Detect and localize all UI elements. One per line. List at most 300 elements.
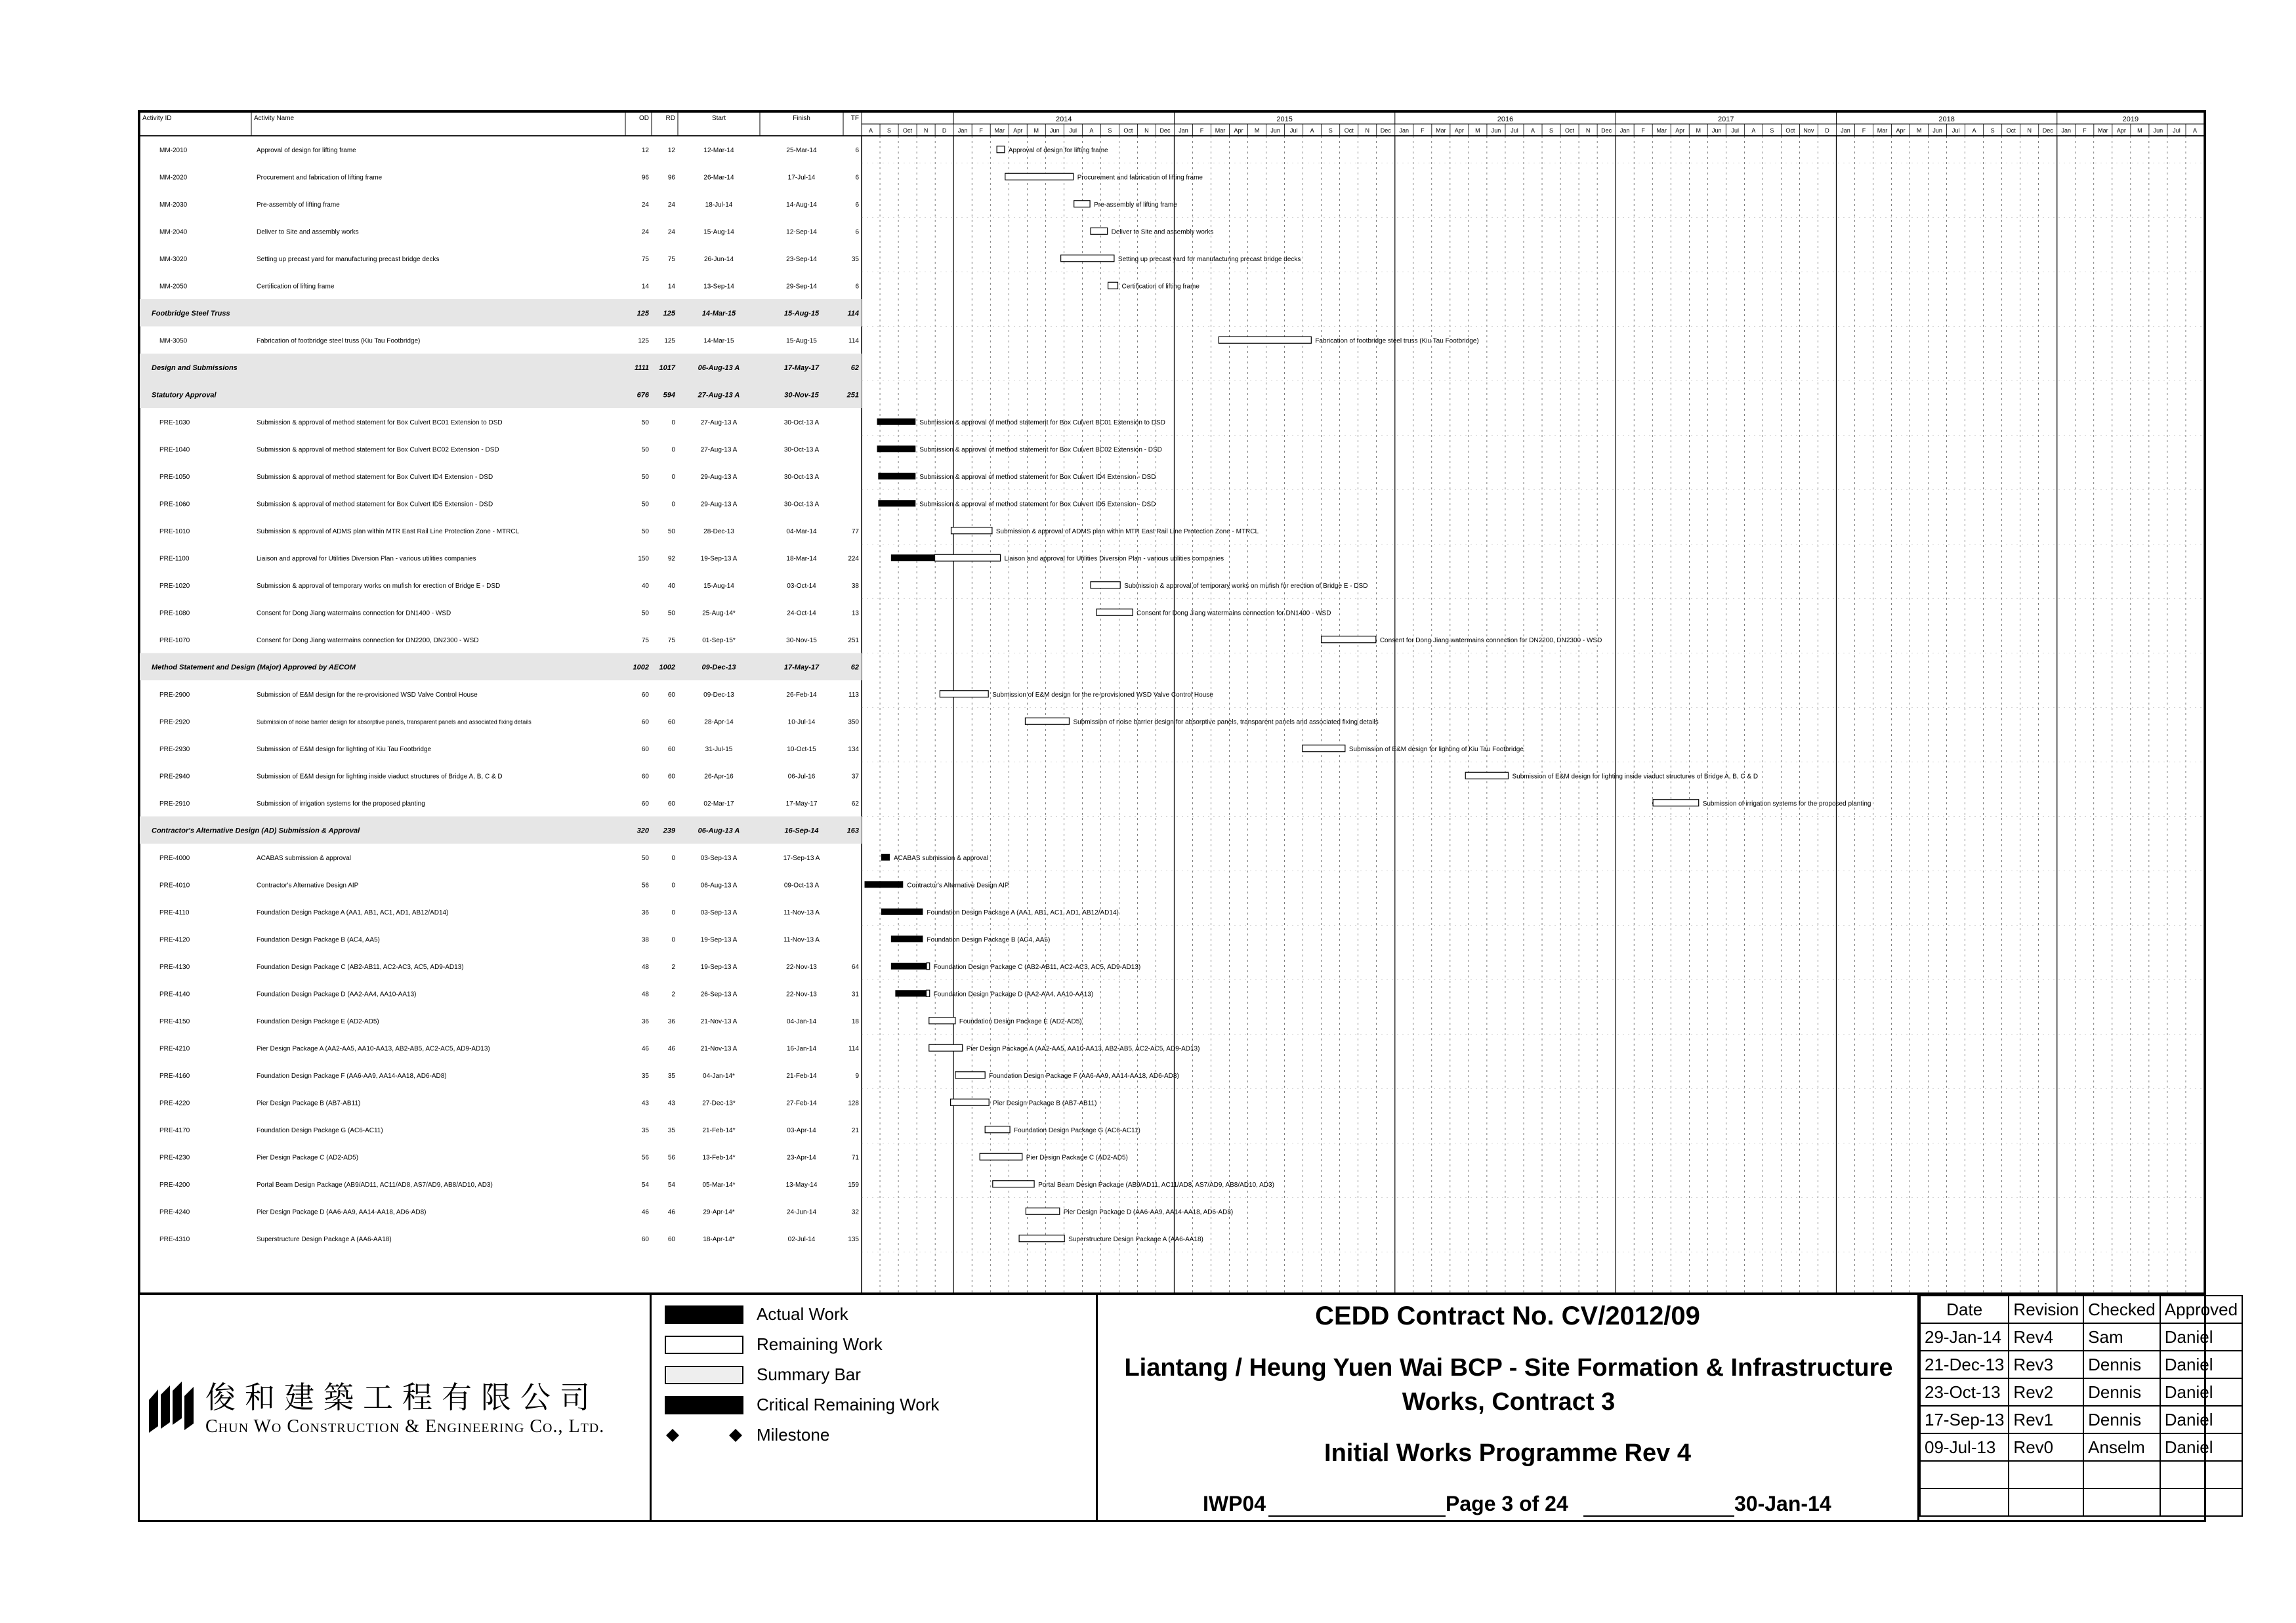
month-label: M xyxy=(2137,127,2142,134)
total-float: 31 xyxy=(851,991,859,998)
month-label: Jan xyxy=(1399,127,1409,134)
finish-date: 12-Sep-14 xyxy=(786,228,817,236)
remaining-work-bar xyxy=(1653,800,1699,806)
activity-name: Contractor's Alternative Design AIP xyxy=(257,882,359,890)
activity-name: Foundation Design Package A (AA1, AB1, AC1, AD1, AB12/AD14) xyxy=(257,909,449,916)
bar-label: Submission & approval of method statement for Box Culvert BC02 Extension - DSD xyxy=(919,446,1162,454)
bar-label: Submission & approval of method statement for Box Culvert ID4 Extension - DSD xyxy=(919,473,1156,481)
remaining-work-bar xyxy=(929,1017,955,1024)
start-date: 19-Sep-13 A xyxy=(700,936,738,944)
revision-row xyxy=(1920,1351,2242,1378)
month-label: S xyxy=(1990,127,1995,134)
total-float: 251 xyxy=(846,391,859,400)
remaining-duration: 46 xyxy=(667,1045,675,1053)
finish-date: 14-Aug-14 xyxy=(786,201,817,209)
total-float: 71 xyxy=(851,1154,859,1162)
column-header: Finish xyxy=(793,115,810,122)
activity-id: PRE-1010 xyxy=(159,527,190,535)
month-label: F xyxy=(2083,127,2087,134)
month-label: M xyxy=(1033,127,1039,134)
original-duration: 50 xyxy=(641,527,649,535)
activity-name: Approval of design for lifting frame xyxy=(257,146,356,154)
activity-id: MM-3050 xyxy=(159,337,188,345)
remaining-duration: 0 xyxy=(671,446,675,454)
finish-date: 22-Nov-13 xyxy=(786,991,817,998)
total-float: 62 xyxy=(850,663,859,672)
total-float: 77 xyxy=(851,527,859,535)
start-date: 19-Sep-13 A xyxy=(700,555,738,563)
revision-row-empty xyxy=(1920,1461,2242,1489)
original-duration: 96 xyxy=(641,174,649,182)
month-label: Jun xyxy=(1932,127,1942,134)
original-duration: 1002 xyxy=(633,663,649,672)
remaining-work-bar xyxy=(1091,582,1120,588)
activity-id: MM-2050 xyxy=(159,283,188,291)
revision-date: 09-Jul-13 xyxy=(1920,1433,2009,1461)
finish-date: 03-Apr-14 xyxy=(787,1126,816,1134)
remaining-work-bar xyxy=(1025,718,1069,724)
original-duration: 54 xyxy=(641,1181,649,1189)
legend-label: Actual Work xyxy=(757,1304,848,1324)
activity-name: Liaison and approval for Utilities Diversion Plan - various utilities companies xyxy=(257,555,476,563)
revision-checked: Dennis xyxy=(2083,1406,2160,1433)
remaining-duration: 96 xyxy=(667,174,675,182)
finish-date: 26-Feb-14 xyxy=(786,691,817,699)
start-date: 29-Aug-13 A xyxy=(700,501,738,508)
legend-remaining-work xyxy=(665,1332,1085,1358)
month-label: A xyxy=(2192,127,2197,134)
month-label: Mar xyxy=(2098,127,2108,134)
column-header: TF xyxy=(850,115,859,122)
revision-date: 17-Sep-13 xyxy=(1920,1406,2009,1433)
activity-name: Footbridge Steel Truss xyxy=(152,309,230,318)
bar-label: Pier Design Package A (AA2-AA5, AA10-AA13, AB2-AB5, AC2-AC5, AD9-AD13) xyxy=(966,1045,1200,1053)
remaining-work-bar xyxy=(1303,745,1345,752)
activity-id: PRE-4220 xyxy=(159,1099,190,1107)
activity-id: PRE-1070 xyxy=(159,636,190,644)
year-label: 2017 xyxy=(1718,115,1734,123)
activity-name: Submission of noise barrier design for absorptive panels, transparent panels and associated fixing details xyxy=(257,718,532,726)
month-label: S xyxy=(1549,127,1554,134)
remaining-duration: 0 xyxy=(671,936,675,944)
remaining-duration: 24 xyxy=(667,228,675,236)
revision-date: 29-Jan-14 xyxy=(1920,1323,2009,1351)
month-label: Oct xyxy=(1123,127,1133,134)
month-label: Jun xyxy=(1491,127,1501,134)
start-date: 14-Mar-15 xyxy=(703,337,734,345)
original-duration: 35 xyxy=(641,1126,649,1134)
activity-name: Foundation Design Package B (AC4, AA5) xyxy=(257,936,380,944)
actual-work-bar xyxy=(881,909,923,915)
year-label: 2019 xyxy=(2122,115,2139,123)
month-label: Apr xyxy=(1675,127,1685,134)
total-float: 32 xyxy=(851,1208,859,1216)
bar-label: Submission & approval of method statement for Box Culvert BC01 Extension to DSD xyxy=(919,419,1165,426)
start-date: 12-Mar-14 xyxy=(703,146,734,154)
activity-name: Deliver to Site and assembly works xyxy=(257,228,359,236)
finish-date: 30-Oct-13 A xyxy=(783,501,820,508)
start-date: 13-Sep-14 xyxy=(703,283,734,291)
finish-date: 30-Oct-13 A xyxy=(783,446,820,454)
gantt-chart xyxy=(140,112,2204,1293)
bar-label: Certification of lifting frame xyxy=(1121,283,1200,291)
total-float: 37 xyxy=(851,773,859,781)
original-duration: 38 xyxy=(641,936,649,944)
remaining-work-bar xyxy=(1322,636,1376,643)
revision-date: 21-Dec-13 xyxy=(1920,1351,2009,1378)
remaining-duration: 60 xyxy=(667,745,675,753)
activity-name: Contractor's Alternative Design (AD) Submission & Approval xyxy=(152,827,360,835)
remaining-duration: 0 xyxy=(671,501,675,508)
revision-header: Date xyxy=(1920,1296,2009,1323)
total-float: 134 xyxy=(848,745,859,753)
month-label: N xyxy=(1585,127,1591,134)
bar-label: Deliver to Site and assembly works xyxy=(1111,228,1214,236)
legend-swatch-critical xyxy=(665,1396,743,1414)
activity-name: Submission & approval of method statement for Box Culvert BC02 Extension - DSD xyxy=(257,446,499,454)
activity-name: Submission & approval of ADMS plan within MTR East Rail Line Protection Zone - MTRCL xyxy=(257,527,520,535)
original-duration: 48 xyxy=(641,963,649,971)
remaining-work-bar xyxy=(1005,173,1074,180)
original-duration: 60 xyxy=(641,800,649,808)
company-panel xyxy=(140,1295,652,1522)
total-float: 6 xyxy=(855,146,859,154)
month-label: S xyxy=(1108,127,1112,134)
activity-name: Submission of E&M design for lighting of Kiu Tau Footbridge xyxy=(257,745,432,753)
revision-header: Checked xyxy=(2083,1296,2160,1323)
month-label: Oct xyxy=(903,127,913,134)
total-float: 159 xyxy=(848,1181,859,1189)
revision-table xyxy=(1919,1295,2243,1517)
bar-label: Procurement and fabrication of lifting frame xyxy=(1077,174,1203,182)
month-label: Dec xyxy=(1380,127,1391,134)
legend-panel xyxy=(652,1295,1098,1522)
finish-date: 17-May-17 xyxy=(783,363,820,372)
legend-label: Critical Remaining Work xyxy=(757,1395,940,1414)
finish-date: 21-Feb-14 xyxy=(786,1072,817,1080)
remaining-duration: 40 xyxy=(667,582,675,590)
month-label: Apr xyxy=(1013,127,1023,134)
finish-date: 17-Jul-14 xyxy=(787,174,816,182)
actual-work-bar xyxy=(891,554,935,561)
finish-date: 04-Mar-14 xyxy=(786,527,817,535)
month-label: A xyxy=(1530,127,1535,134)
original-duration: 1111 xyxy=(634,363,649,372)
revision-label: Rev2 xyxy=(2009,1378,2083,1406)
month-label: Mar xyxy=(994,127,1005,134)
original-duration: 35 xyxy=(641,1072,649,1080)
year-label: 2018 xyxy=(1938,115,1955,123)
remaining-work-bar xyxy=(1091,228,1108,234)
original-duration: 36 xyxy=(641,1017,649,1025)
month-label: M xyxy=(1475,127,1480,134)
month-label: Oct xyxy=(2006,127,2016,134)
total-float: 35 xyxy=(851,255,859,263)
activity-name: Submission of E&M design for the re-provisioned WSD Valve Control House xyxy=(257,691,478,699)
remaining-work-bar xyxy=(1108,282,1118,289)
activity-name: Setting up precast yard for manufacturing precast bridge decks xyxy=(257,255,440,263)
original-duration: 60 xyxy=(641,1235,649,1243)
original-duration: 50 xyxy=(641,609,649,617)
remaining-duration: 14 xyxy=(667,283,675,291)
activity-id: PRE-4120 xyxy=(159,936,190,944)
month-label: Dec xyxy=(2042,127,2053,134)
finish-date: 13-May-14 xyxy=(785,1181,818,1189)
original-duration: 75 xyxy=(641,636,649,644)
month-label: Jun xyxy=(1712,127,1722,134)
activity-name: Submission & approval of method statement for Box Culvert ID5 Extension - DSD xyxy=(257,501,493,508)
finish-date: 15-Aug-15 xyxy=(783,309,820,318)
finish-date: 23-Apr-14 xyxy=(787,1154,816,1162)
legend-label: Summary Bar xyxy=(757,1365,861,1384)
activity-name: Pre-assembly of lifting frame xyxy=(257,201,340,209)
remaining-work-bar xyxy=(935,554,1001,561)
finish-date: 23-Sep-14 xyxy=(786,255,817,263)
original-duration: 60 xyxy=(641,773,649,781)
legend-swatch-remaining xyxy=(665,1336,743,1354)
revision-date: 23-Oct-13 xyxy=(1920,1378,2009,1406)
original-duration: 60 xyxy=(641,745,649,753)
remaining-duration: 35 xyxy=(667,1072,675,1080)
wbs-band xyxy=(140,381,862,409)
total-float: 6 xyxy=(855,174,859,182)
month-label: F xyxy=(1862,127,1866,134)
activity-id: MM-3020 xyxy=(159,255,188,263)
remaining-work-bar xyxy=(997,146,1005,153)
finish-date: 04-Jan-14 xyxy=(786,1017,817,1025)
start-date: 19-Sep-13 A xyxy=(700,963,738,971)
finish-date: 11-Nov-13 A xyxy=(783,909,820,916)
bar-label: Contractor's Alternative Design AIP xyxy=(907,882,1009,890)
year-label: 2016 xyxy=(1497,115,1514,123)
start-date: 29-Aug-13 A xyxy=(700,473,738,481)
bar-label: ACABAS submission & approval xyxy=(893,854,988,862)
finish-date: 09-Oct-13 A xyxy=(783,882,820,890)
remaining-work-bar xyxy=(985,1126,1010,1133)
project-panel xyxy=(1098,1295,1919,1522)
document-date: 30-Jan-14 xyxy=(1734,1492,1831,1515)
activity-name: Foundation Design Package G (AC6-AC11) xyxy=(257,1126,383,1134)
bar-label: Pier Design Package B (AB7-AB11) xyxy=(993,1099,1097,1107)
activity-name: Submission of irrigation systems for the proposed planting xyxy=(257,800,425,808)
remaining-duration: 46 xyxy=(667,1208,675,1216)
start-date: 06-Aug-13 A xyxy=(698,827,740,835)
milestone-diamond-icon xyxy=(665,1422,743,1448)
legend-critical-remaining-work xyxy=(665,1392,1085,1418)
activity-id: PRE-4110 xyxy=(159,909,190,916)
activity-name: Pier Design Package C (AD2-AD5) xyxy=(257,1154,359,1162)
remaining-duration: 54 xyxy=(667,1181,675,1189)
remaining-work-bar xyxy=(980,1153,1022,1160)
month-label: Dec xyxy=(1601,127,1612,134)
bar-label: Foundation Design Package D (AA2-AA4, AA10-AA13) xyxy=(933,991,1094,998)
legend-milestone xyxy=(665,1422,1085,1448)
start-date: 26-Sep-13 A xyxy=(700,991,738,998)
bar-label: Superstructure Design Package A (AA6-AA18) xyxy=(1068,1235,1203,1243)
legend-summary-bar xyxy=(665,1362,1085,1388)
month-label: Apr xyxy=(1454,127,1464,134)
start-date: 09-Dec-13 xyxy=(703,691,734,699)
bar-label: Foundation Design Package F (AA6-AA9, AA14-AA18, AD6-AD8) xyxy=(989,1072,1179,1080)
revision-approved: Daniel xyxy=(2160,1351,2242,1378)
month-label: S xyxy=(887,127,892,134)
month-label: Jan xyxy=(1841,127,1850,134)
original-duration: 50 xyxy=(641,446,649,454)
total-float: 135 xyxy=(848,1235,859,1243)
remaining-duration: 56 xyxy=(667,1154,675,1162)
bar-label: Setting up precast yard for manufacturing precast bridge decks xyxy=(1117,255,1301,263)
remaining-duration: 594 xyxy=(663,391,675,400)
underline xyxy=(1268,1515,1446,1517)
actual-work-bar xyxy=(877,445,916,452)
activity-name: Procurement and fabrication of lifting frame xyxy=(257,174,383,182)
activity-id: MM-2040 xyxy=(159,228,188,236)
remaining-duration: 0 xyxy=(671,473,675,481)
remaining-duration: 60 xyxy=(667,773,675,781)
bar-label: Pier Design Package C (AD2-AD5) xyxy=(1026,1154,1128,1162)
bar-label: Pier Design Package D (AA6-AA9, AA14-AA18, AD6-AD8) xyxy=(1063,1208,1234,1216)
activity-name: Fabrication of footbridge steel truss (Kiu Tau Footbridge) xyxy=(257,337,421,345)
revision-row xyxy=(1920,1378,2242,1406)
month-label: S xyxy=(1328,127,1333,134)
original-duration: 60 xyxy=(641,718,649,726)
remaining-duration: 43 xyxy=(667,1099,675,1107)
wbs-band xyxy=(140,299,862,327)
remaining-work-bar xyxy=(951,527,992,534)
original-duration: 40 xyxy=(641,582,649,590)
activity-id: PRE-1030 xyxy=(159,419,190,426)
remaining-duration: 36 xyxy=(667,1017,675,1025)
revision-row xyxy=(1920,1323,2242,1351)
revision-approved: Daniel xyxy=(2160,1323,2242,1351)
remaining-duration: 239 xyxy=(663,827,675,835)
start-date: 28-Dec-13 xyxy=(703,527,734,535)
activity-id: PRE-4140 xyxy=(159,991,190,998)
total-float: 251 xyxy=(848,636,859,644)
original-duration: 125 xyxy=(637,309,649,318)
total-float: 38 xyxy=(851,582,859,590)
finish-date: 06-Jul-16 xyxy=(787,773,816,781)
total-float: 224 xyxy=(848,555,859,563)
remaining-duration: 0 xyxy=(671,882,675,890)
month-label: Oct xyxy=(1565,127,1575,134)
activity-id: PRE-1060 xyxy=(159,501,190,508)
legend-swatch-summary xyxy=(665,1366,743,1384)
month-label: Jan xyxy=(1619,127,1630,134)
revision-approved: Daniel xyxy=(2160,1406,2242,1433)
activity-name: Method Statement and Design (Major) Approved by AECOM xyxy=(152,663,356,672)
finish-date: 24-Jun-14 xyxy=(786,1208,817,1216)
remaining-duration: 1017 xyxy=(659,363,675,372)
month-label: N xyxy=(2027,127,2032,134)
activity-name: Submission & approval of method statement for Box Culvert BC01 Extension to DSD xyxy=(257,419,503,426)
original-duration: 50 xyxy=(641,854,649,862)
finish-date: 10-Oct-15 xyxy=(787,745,816,753)
bar-label: Consent for Dong Jiang watermains connection for DN2200, DN2300 - WSD xyxy=(1379,636,1602,644)
total-float: 21 xyxy=(851,1126,859,1134)
finish-date: 16-Jan-14 xyxy=(786,1045,817,1053)
activity-id: PRE-2940 xyxy=(159,773,190,781)
actual-work-bar xyxy=(878,500,915,506)
remaining-work-bar xyxy=(1074,201,1090,207)
total-float: 18 xyxy=(851,1017,859,1025)
revision-checked: Sam xyxy=(2083,1323,2160,1351)
activity-id: PRE-4210 xyxy=(159,1045,190,1053)
activity-id: PRE-1080 xyxy=(159,609,190,617)
activity-id: PRE-4130 xyxy=(159,963,190,971)
finish-date: 16-Sep-14 xyxy=(784,827,819,835)
remaining-work-bar xyxy=(1061,255,1114,262)
finish-date: 30-Nov-15 xyxy=(786,636,817,644)
month-label: Jun xyxy=(1270,127,1280,134)
column-header: Activity ID xyxy=(142,115,172,122)
month-label: F xyxy=(1421,127,1425,134)
start-date: 25-Aug-14* xyxy=(702,609,736,617)
total-float: 62 xyxy=(850,363,859,372)
finish-date: 30-Oct-13 A xyxy=(783,419,820,426)
total-float: 62 xyxy=(851,800,859,808)
start-date: 03-Sep-13 A xyxy=(700,854,738,862)
remaining-duration: 60 xyxy=(667,800,675,808)
revision-header-row xyxy=(1920,1296,2242,1323)
original-duration: 24 xyxy=(641,201,649,209)
finish-date: 10-Jul-14 xyxy=(787,718,816,726)
finish-date: 30-Oct-13 A xyxy=(783,473,820,481)
original-duration: 50 xyxy=(641,501,649,508)
revision-approved: Daniel xyxy=(2160,1433,2242,1461)
activity-id: PRE-1020 xyxy=(159,582,190,590)
year-label: 2015 xyxy=(1276,115,1293,123)
revision-header: Approved xyxy=(2160,1296,2242,1323)
remaining-duration: 2 xyxy=(671,991,675,998)
month-label: Apr xyxy=(2116,127,2126,134)
remaining-duration: 60 xyxy=(667,718,675,726)
total-float: 9 xyxy=(855,1072,859,1080)
finish-date: 22-Nov-13 xyxy=(786,963,817,971)
bar-label: Submission of irrigation systems for the proposed planting xyxy=(1702,800,1871,808)
revision-label: Rev1 xyxy=(2009,1406,2083,1433)
bar-label: Pre-assembly of lifting frame xyxy=(1094,201,1177,209)
revision-checked: Dennis xyxy=(2083,1378,2160,1406)
month-label: Jul xyxy=(1069,127,1077,134)
activity-id: PRE-2910 xyxy=(159,800,190,808)
column-header: Activity Name xyxy=(254,115,295,122)
activity-id: PRE-4200 xyxy=(159,1181,190,1189)
start-date: 31-Jul-15 xyxy=(705,745,733,753)
month-label: Nov xyxy=(1803,127,1814,134)
actual-work-bar xyxy=(891,935,923,942)
start-date: 03-Sep-13 A xyxy=(700,909,738,916)
activity-name: Submission of E&M design for lighting inside viaduct structures of Bridge A, B, C & D xyxy=(257,773,503,781)
activity-id: PRE-1100 xyxy=(159,555,190,563)
bar-label: Fabrication of footbridge steel truss (Kiu Tau Footbridge) xyxy=(1315,337,1479,345)
remaining-duration: 1002 xyxy=(659,663,675,672)
bar-label: Foundation Design Package E (AD2-AD5) xyxy=(959,1017,1082,1025)
original-duration: 24 xyxy=(641,228,649,236)
bar-label: Foundation Design Package A (AA1, AB1, AC1, AD1, AB12/AD14) xyxy=(927,909,1119,916)
gantt-svg xyxy=(140,112,2204,1293)
bar-label: Submission & approval of temporary works on mufish for erection of Bridge E - DSD xyxy=(1124,582,1368,590)
column-header: Start xyxy=(711,115,726,122)
remaining-duration: 35 xyxy=(667,1126,675,1134)
start-date: 18-Jul-14 xyxy=(705,201,733,209)
total-float: 6 xyxy=(855,283,859,291)
activity-name: Foundation Design Package F (AA6-AA9, AA14-AA18, AD6-AD8) xyxy=(257,1072,447,1080)
start-date: 13-Feb-14* xyxy=(702,1154,736,1162)
remaining-work-bar xyxy=(955,1072,985,1079)
activity-name: Submission & approval of temporary works on mufish for erection of Bridge E - DSD xyxy=(257,582,501,590)
remaining-duration: 60 xyxy=(667,1235,675,1243)
